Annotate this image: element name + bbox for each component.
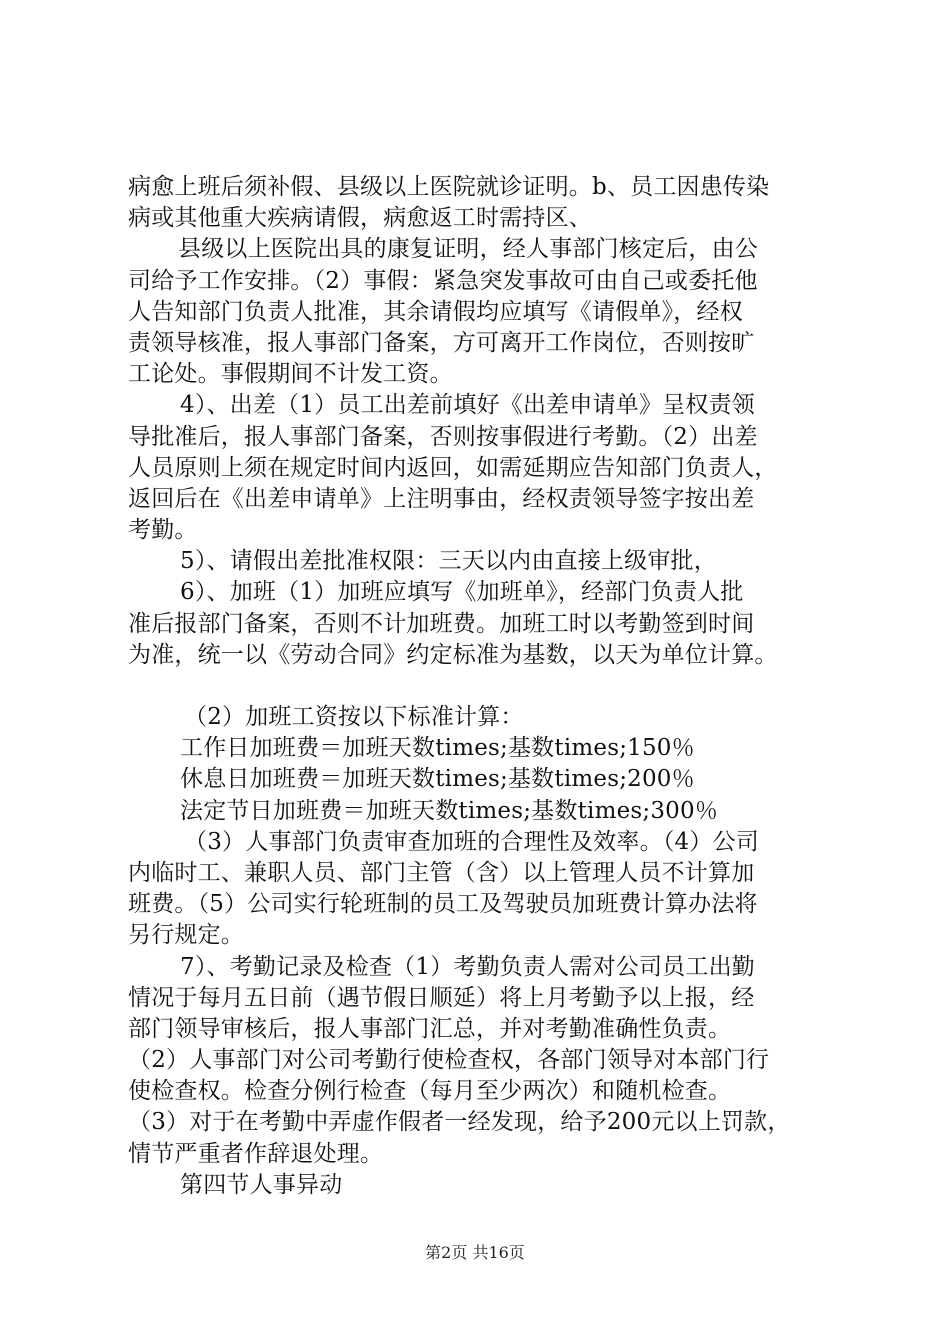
text-line: 情况于每月五日前（遇节假日顺延）将上月考勤予以上报，经 bbox=[128, 984, 755, 1011]
text-line: 病或其他重大疾病请假，病愈返工时需持区、 bbox=[128, 205, 592, 232]
text-line: 导批准后，报人事部门备案，否则按事假进行考勤。（2）出差 bbox=[128, 423, 758, 450]
text-line: 5）、请假出差批准权限：三天以内由直接上级审批， bbox=[180, 548, 717, 575]
text-line: 4）、出差（1）员工出差前填好《出差申请单》呈权责领 bbox=[180, 392, 755, 419]
text-line: （3）对于在考勤中弄虚作假者一经发现，给予200元以上罚款， bbox=[128, 1109, 791, 1136]
text-line: 考勤。 bbox=[128, 517, 198, 544]
text-line: 县级以上医院出具的康复证明，经人事部门核定后，由公 bbox=[178, 236, 758, 263]
text-line: （2）人事部门对公司考勤行使检查权，各部门领导对本部门行 bbox=[128, 1047, 770, 1074]
section-heading: 第四节人事异动 bbox=[180, 1171, 343, 1198]
paragraph-gap bbox=[128, 671, 828, 702]
text-line: 为准，统一以《劳动合同》约定标准为基数，以天为单位计算。 bbox=[128, 641, 778, 668]
text-line: 病愈上班后须补假、县级以上医院就诊证明。b、员工因患传染 bbox=[128, 174, 770, 200]
page-number-footer: 第2页 共16页 bbox=[425, 1243, 525, 1262]
text-line: 班费。（5）公司实行轮班制的员工及驾驶员加班费计算办法将 bbox=[128, 891, 758, 918]
text-line: 情节严重者作辞退处理。 bbox=[128, 1140, 384, 1167]
text-line: 人告知部门负责人批准，其余请假均应填写《请假单》，经权 bbox=[128, 298, 743, 325]
text-line: 返回后在《出差申请单》上注明事由，经权责领导签字按出差 bbox=[128, 485, 755, 512]
document-body bbox=[128, 172, 828, 1201]
text-line: 另行规定。 bbox=[128, 922, 244, 949]
text-line: 7）、考勤记录及检查（1）考勤负责人需对公司员工出勤 bbox=[180, 953, 755, 980]
text-line: 准后报部门备案，否则不计加班费。加班工时以考勤签到时间 bbox=[128, 610, 755, 637]
formula-line: 工作日加班费＝加班天数times;基数times;150％ bbox=[180, 735, 695, 762]
text-line: （3）人事部门负责审查加班的合理性及效率。（4）公司 bbox=[184, 828, 759, 855]
text-line: （2）加班工资按以下标准计算： bbox=[184, 704, 524, 730]
text-line: 人员原则上须在规定时间内返回，如需延期应告知部门负责人， bbox=[128, 454, 778, 481]
text-line: 6）、加班（1）加班应填写《加班单》，经部门负责人批 bbox=[180, 579, 744, 606]
text-line: 工论处。事假期间不计发工资。 bbox=[128, 361, 453, 388]
text-line: 司给予工作安排。（2）事假：紧急突发事故可由自己或委托他 bbox=[128, 267, 758, 294]
text-line: 责领导核准，报人事部门备案，方可离开工作岗位，否则按旷 bbox=[128, 329, 755, 356]
text-line: 内临时工、兼职人员、部门主管（含）以上管理人员不计算加 bbox=[128, 859, 755, 886]
formula-line: 法定节日加班费＝加班天数times;基数times;300％ bbox=[180, 797, 719, 824]
text-line: 部门领导审核后，报人事部门汇总，并对考勤准确性负责。 bbox=[128, 1015, 732, 1042]
formula-line: 休息日加班费＝加班天数times;基数times;200％ bbox=[180, 766, 695, 793]
text-line: 使检查权。检查分例行检查（每月至少两次）和随机检查。 bbox=[128, 1078, 732, 1105]
